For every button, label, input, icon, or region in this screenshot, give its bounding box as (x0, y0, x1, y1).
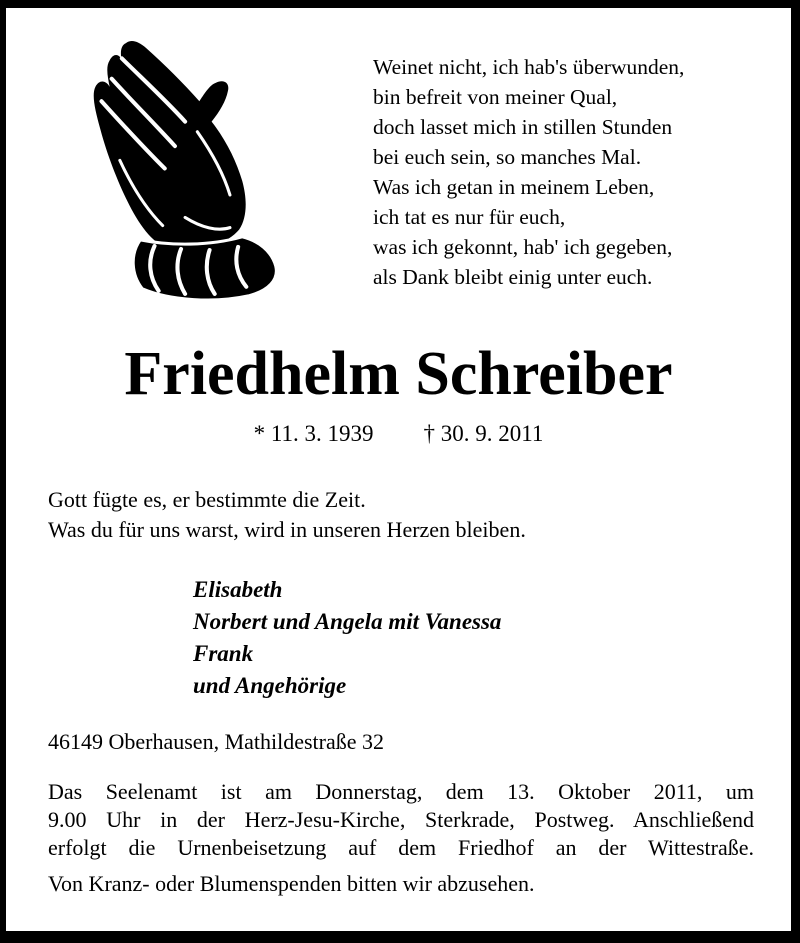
epitaph-line: Gott fügte es, er bestimmte die Zeit. (48, 487, 366, 512)
mourners-list (193, 574, 501, 702)
mourner-line: Norbert und Angela mit Vanessa (193, 609, 502, 634)
life-dates (6, 419, 791, 449)
obituary-page (6, 8, 791, 931)
donation-note: Von Kranz- oder Blumenspenden bitten wir abzusehen. (48, 871, 535, 896)
service-details (48, 778, 754, 862)
service-line: erfolgt die Urnenbeisetzung auf dem Friedhof an der Wittestraße. (48, 835, 754, 860)
poem-line: ich tat es nur für euch, (373, 205, 566, 229)
birth-date: * 11. 3. 1939 (253, 421, 374, 446)
mourner-line: Frank (193, 641, 254, 666)
poem-line: bin befreit von meiner Qual, (373, 85, 618, 109)
memorial-poem (373, 52, 684, 292)
praying-hands-icon (74, 38, 286, 300)
poem-line: als Dank bleibt einig unter euch. (373, 265, 653, 289)
service-line: Das Seelenamt ist am Donnerstag, dem 13. Oktober 2011, um (48, 779, 754, 804)
poem-line: Was ich getan in meinem Leben, (373, 175, 655, 199)
epitaph-line: Was du für uns warst, wird in unseren Herzen bleiben. (48, 517, 526, 542)
poem-line: Weinet nicht, ich hab's überwunden, (373, 55, 685, 79)
mourner-line: Elisabeth (193, 577, 283, 602)
poem-line: bei euch sein, so manches Mal. (373, 145, 642, 169)
death-date: † 30. 9. 2011 (423, 421, 544, 446)
deceased-name: Friedhelm Schreiber (124, 340, 673, 408)
address-line: 46149 Oberhausen, Mathildestraße 32 (48, 729, 385, 754)
poem-line: doch lasset mich in stillen Stunden (373, 115, 673, 139)
poem-line: was ich gekonnt, hab' ich gegeben, (373, 235, 673, 259)
service-line: 9.00 Uhr in der Herz-Jesu-Kirche, Sterkrade, Postweg. Anschließend (48, 807, 754, 832)
epitaph (48, 485, 526, 545)
mourner-line: und Angehörige (193, 673, 347, 698)
